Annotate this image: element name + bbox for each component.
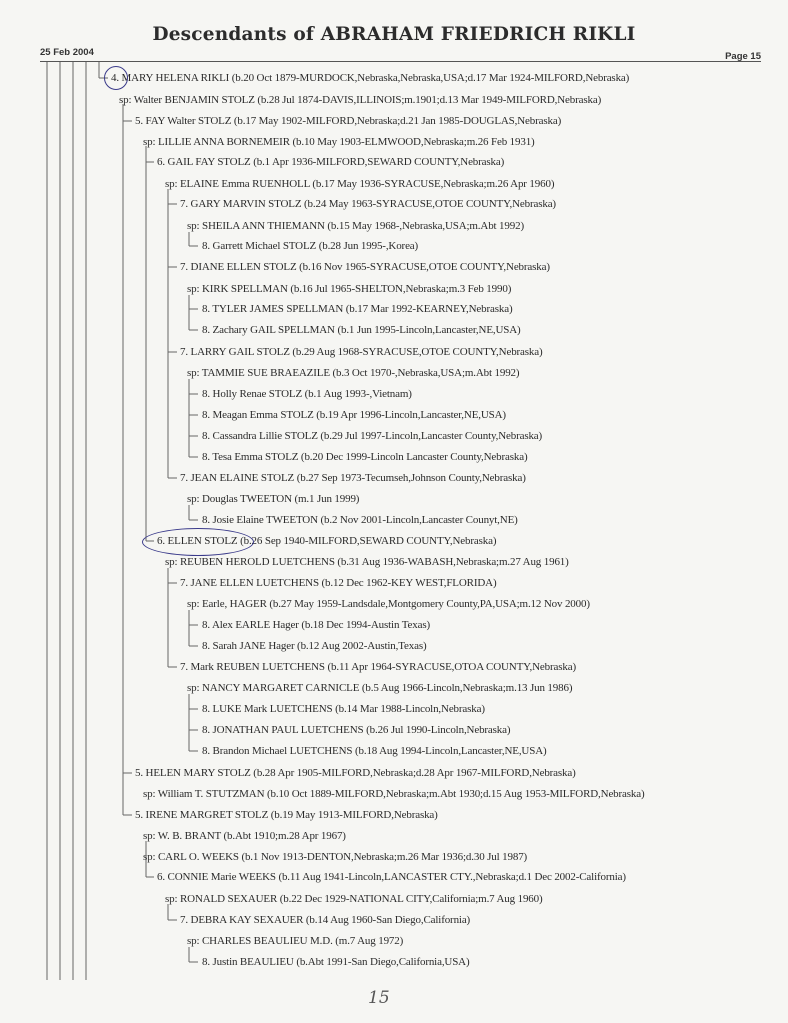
entry-spouse: sp: LILLIE ANNA BORNEMEIR (b.10 May 1903-ELMWOOD,Nebraska;m.26 Feb 1931) (143, 136, 535, 148)
entry-gen5: 5. HELEN MARY STOLZ (b.28 Apr 1905-MILFORD,Nebraska;d.28 Apr 1967-MILFORD,Nebraska) (135, 767, 576, 779)
entry-gen7: 7. DIANE ELLEN STOLZ (b.16 Nov 1965-SYRACUSE,OTOE COUNTY,Nebraska) (180, 261, 550, 273)
page-number: Page 15 (725, 51, 761, 62)
entry-gen8: 8. Sarah JANE Hager (b.12 Aug 2002-Austin,Texas) (202, 640, 427, 652)
entry-spouse: sp: Walter BENJAMIN STOLZ (b.28 Jul 1874-DAVIS,ILLINOIS;m.1901;d.13 Mar 1949-MILFORD,Nebraska) (119, 94, 602, 106)
entry-spouse: sp: CHARLES BEAULIEU M.D. (m.7 Aug 1972) (187, 935, 404, 947)
entry-spouse: sp: CARL O. WEEKS (b.1 Nov 1913-DENTON,Nebraska;m.26 Mar 1936;d.30 Jul 1987) (143, 851, 528, 863)
entry-spouse: sp: SHEILA ANN THIEMANN (b.15 May 1968-,Nebraska,USA;m.Abt 1992) (187, 220, 524, 232)
entry-gen5: 5. FAY Walter STOLZ (b.17 May 1902-MILFORD,Nebraska;d.21 Jan 1985-DOUGLAS,Nebraska) (135, 115, 562, 127)
entry-spouse: sp: William T. STUTZMAN (b.10 Oct 1889-MILFORD,Nebraska;m.Abt 1930;d.15 Aug 1953-MILFORD,Nebraska) (143, 788, 645, 800)
entry-gen7: 7. Mark REUBEN LUETCHENS (b.11 Apr 1964-SYRACUSE,OTOA COUNTY,Nebraska) (180, 661, 576, 673)
handwritten-page-number: 15 (368, 988, 390, 1008)
entry-spouse: sp: ELAINE Emma RUENHOLL (b.17 May 1936-SYRACUSE,Nebraska;m.26 Apr 1960) (165, 178, 555, 190)
entry-gen8: 8. Cassandra Lillie STOLZ (b.29 Jul 1997-Lincoln,Lancaster County,Nebraska) (202, 430, 543, 442)
entry-gen8: 8. Garrett Michael STOLZ (b.28 Jun 1995-,Korea) (202, 240, 419, 252)
entry-gen6: 6. GAIL FAY STOLZ (b.1 Apr 1936-MILFORD,SEWARD COUNTY,Nebraska) (157, 156, 505, 168)
handwritten-circle-mark (104, 66, 128, 90)
entry-gen6: 6. CONNIE Marie WEEKS (b.11 Aug 1941-Lincoln,LANCASTER CTY.,Nebraska;d.1 Dec 2002-California) (157, 871, 626, 883)
entry-gen7: 7. GARY MARVIN STOLZ (b.24 May 1963-SYRACUSE,OTOE COUNTY,Nebraska) (180, 198, 556, 210)
entry-gen8: 8. TYLER JAMES SPELLMAN (b.17 Mar 1992-KEARNEY,Nebraska) (202, 303, 513, 315)
entry-gen8: 8. Justin BEAULIEU (b.Abt 1991-San Diego,California,USA) (202, 956, 470, 968)
entry-gen7: 7. DEBRA KAY SEXAUER (b.14 Aug 1960-San Diego,California) (180, 914, 471, 926)
entry-spouse: sp: NANCY MARGARET CARNICLE (b.5 Aug 1966-Lincoln,Nebraska;m.13 Jun 1986) (187, 682, 573, 694)
entry-gen8: 8. Brandon Michael LUETCHENS (b.18 Aug 1994-Lincoln,Lancaster,NE,USA) (202, 745, 547, 757)
entry-gen8: 8. Josie Elaine TWEETON (b.2 Nov 2001-Lincoln,Lancaster Counyt,NE) (202, 514, 518, 526)
page-title: Descendants of ABRAHAM FRIEDRICH RIKLI (152, 24, 636, 45)
entry-spouse: sp: Earle, HAGER (b.27 May 1959-Landsdale,Montgomery County,PA,USA;m.12 Nov 2000) (187, 598, 590, 610)
entry-spouse: sp: TAMMIE SUE BRAEAZILE (b.3 Oct 1970-,Nebraska,USA;m.Abt 1992) (187, 367, 520, 379)
entry-spouse: sp: W. B. BRANT (b.Abt 1910;m.28 Apr 1967) (143, 830, 346, 842)
entry-spouse: sp: KIRK SPELLMAN (b.16 Jul 1965-SHELTON,Nebraska;m.3 Feb 1990) (187, 283, 512, 295)
entry-gen8: 8. JONATHAN PAUL LUETCHENS (b.26 Jul 1990-Lincoln,Nebraska) (202, 724, 511, 736)
entry-gen6: 6. ELLEN STOLZ (b.26 Sep 1940-MILFORD,SEWARD COUNTY,Nebraska) (157, 535, 497, 547)
entry-gen8: 8. Tesa Emma STOLZ (b.20 Dec 1999-Lincoln Lancaster County,Nebraska) (202, 451, 528, 463)
entry-gen8: 8. Holly Renae STOLZ (b.1 Aug 1993-,Vietnam) (202, 388, 412, 400)
report-date: 25 Feb 2004 (40, 47, 94, 58)
entry-spouse: sp: REUBEN HEROLD LUETCHENS (b.31 Aug 1936-WABASH,Nebraska;m.27 Aug 1961) (165, 556, 569, 568)
entry-spouse: sp: Douglas TWEETON (m.1 Jun 1999) (187, 493, 360, 505)
entry-gen7: 7. LARRY GAIL STOLZ (b.29 Aug 1968-SYRACUSE,OTOE COUNTY,Nebraska) (180, 346, 543, 358)
entry-gen5: 5. IRENE MARGRET STOLZ (b.19 May 1913-MILFORD,Nebraska) (135, 809, 438, 821)
entry-gen8: 8. Alex EARLE Hager (b.18 Dec 1994-Austin Texas) (202, 619, 430, 631)
entry-gen4: 4. MARY HELENA RIKLI (b.20 Oct 1879-MURDOCK,Nebraska,Nebraska,USA;d.17 Mar 1924-MILFORD,Nebraska) (111, 72, 630, 84)
entry-gen7: 7. JANE ELLEN LUETCHENS (b.12 Dec 1962-KEY WEST,FLORIDA) (180, 577, 497, 589)
handwritten-circle-mark (142, 528, 254, 556)
entry-gen8: 8. Meagan Emma STOLZ (b.19 Apr 1996-Lincoln,Lancaster,NE,USA) (202, 409, 506, 421)
entry-gen7: 7. JEAN ELAINE STOLZ (b.27 Sep 1973-Tecumseh,Johnson County,Nebraska) (180, 472, 526, 484)
entry-gen8: 8. LUKE Mark LUETCHENS (b.14 Mar 1988-Lincoln,Nebraska) (202, 703, 485, 715)
entry-spouse: sp: RONALD SEXAUER (b.22 Dec 1929-NATIONAL CITY,California;m.7 Aug 1960) (165, 893, 543, 905)
entry-gen8: 8. Zachary GAIL SPELLMAN (b.1 Jun 1995-Lincoln,Lancaster,NE,USA) (202, 324, 521, 336)
